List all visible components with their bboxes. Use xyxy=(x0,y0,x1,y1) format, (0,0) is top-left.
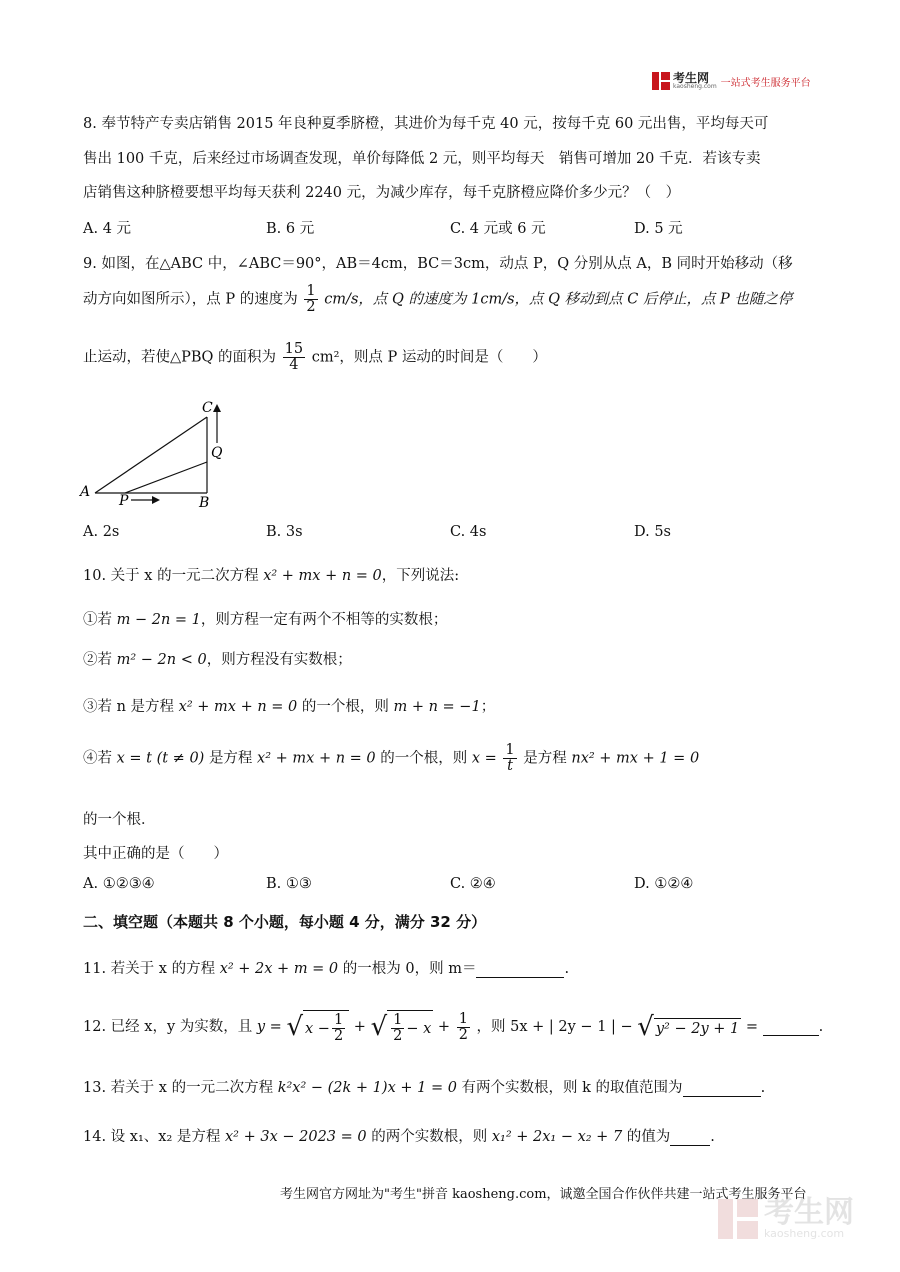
q9-option-b: B. 3s xyxy=(266,524,303,540)
watermark-domain: kaosheng.com xyxy=(764,1227,845,1240)
footer-text: 考生网官方网址为"考生"拼音 kaosheng.com，诚邀全国合作伙伴共建一站式考生服务平台 xyxy=(280,1187,807,1202)
logo-name: 考生网 xyxy=(673,71,710,85)
q11-line: 11. 若关于 x 的方程 x² + 2x + m = 0 的一根为 0，则 m＝ . xyxy=(83,961,570,977)
q10-option-a: A. ①②③④ xyxy=(83,876,155,892)
side-ac xyxy=(95,417,207,493)
q12-line: 12. 已经 x，y 为实数，且 y = √ x − $\frac{1}{2}$ + √ $\frac{1}{2}$ − x + $\frac{1}{2}$ ，则 5x + | 2y − 1 | − √ y² − 2y + 1 = . xyxy=(83,1010,824,1045)
q10-option-b: B. ①③ xyxy=(266,876,312,892)
q14-answer-blank[interactable] xyxy=(670,1129,710,1146)
q10-option-c: C. ②④ xyxy=(450,876,496,892)
q9-line2: 动方向如图所示），点 P 的速度为 $\frac{1}{2}$ cm/s，点 Q 的速度为 1cm/s，点 Q 移动到点 C 后停止，点 P 也随之停 xyxy=(83,283,793,316)
q9-line3: 止运动，若使△PBQ 的面积为 $\frac{15}{4}$ cm²，则点 P 运动的时间是（ ） xyxy=(83,341,547,374)
q9-option-d: D. 5s xyxy=(634,524,671,540)
q8-line2: 售出 100 千克，后来经过市场调查发现，单价每降低 2 元，则平均每天 销售可增加 20 千克．若该专卖 xyxy=(83,151,761,167)
triangle-figure xyxy=(78,395,238,515)
q11-answer-blank[interactable] xyxy=(476,961,564,978)
logo-slogan: 一站式考生服务平台 xyxy=(720,77,811,89)
q9-line1: 9. 如图，在△ABC 中，∠ABC＝90°，AB＝4cm，BC＝3cm，动点 P，Q 分别从点 A，B 同时开始移动（移 xyxy=(83,256,793,272)
q10-ask: 其中正确的是（ ） xyxy=(83,846,228,862)
q8-option-b: B. 6 元 xyxy=(266,221,315,237)
label-a: A xyxy=(80,484,91,500)
one-over-t-fraction: $\frac{1}{t}$ xyxy=(505,742,515,775)
sqrt-3: √ y² − 2y + 1 xyxy=(637,1012,740,1043)
q12-answer-blank[interactable] xyxy=(763,1019,819,1036)
header-logo xyxy=(652,72,811,90)
q10-option-d: D. ①②④ xyxy=(634,876,694,892)
q13-line: 13. 若关于 x 的一元二次方程 k²x² − (2k + 1)x + 1 = 0 有两个实数根，则 k 的取值范围为 . xyxy=(83,1080,766,1096)
label-q: Q xyxy=(211,445,223,461)
section2-title: 二、填空题（本题共 8 个小题，每小题 4 分，满分 32 分） xyxy=(83,913,487,931)
label-p: P xyxy=(119,493,129,509)
q8-option-a: A. 4 元 xyxy=(83,221,132,237)
speed-fraction: $\frac{1}{2}$ xyxy=(306,283,316,316)
q-arrowhead-icon xyxy=(213,404,221,412)
q13-answer-blank[interactable] xyxy=(683,1080,761,1097)
area-fraction: $\frac{15}{4}$ xyxy=(284,341,304,374)
segment-pq xyxy=(125,462,207,493)
q14-line: 14. 设 x₁、x₂ 是方程 x² + 3x − 2023 = 0 的两个实数根，则 x₁² + 2x₁ − x₂ + 7 的值为 . xyxy=(83,1129,715,1145)
logo-domain: kaosheng.com xyxy=(673,83,717,90)
q8-line1: 8. 奉节特产专卖店销售 2015 年良种夏季脐橙，其进价为每千克 40 元，按每千克 60 元出售，平均每天可 xyxy=(83,116,769,132)
q10-statement1: ①若 m − 2n = 1，则方程一定有两个不相等的实数根； xyxy=(83,612,448,628)
sqrt-2: √ $\frac{1}{2}$ − x xyxy=(370,1012,432,1045)
q10-statement4-end: 的一个根． xyxy=(83,812,156,828)
label-c: C xyxy=(202,400,213,416)
watermark-mark-icon xyxy=(718,1199,758,1239)
p-arrowhead-icon xyxy=(152,496,160,504)
q10-statement3: ③若 n 是方程 x² + mx + n = 0 的一个根，则 m + n = −1； xyxy=(83,699,496,715)
q10-statement4: ④若 x = t (t ≠ 0) 是方程 x² + mx + n = 0 的一个根，则 x = $\frac{1}{t}$ 是方程 nx² + mx + 1 = 0 xyxy=(83,742,700,775)
watermark-logo xyxy=(718,1195,854,1240)
q8-option-c: C. 4 元或 6 元 xyxy=(450,221,546,237)
q8-line3: 店销售这种脐橙要想平均每天获利 2240 元，为减少库存，每千克脐橙应降价多少元？（ ） xyxy=(83,185,681,201)
q9-option-c: C. 4s xyxy=(450,524,487,540)
q9-option-a: A. 2s xyxy=(83,524,120,540)
q10-statement2: ②若 m² − 2n < 0，则方程没有实数根； xyxy=(83,652,352,668)
label-b: B xyxy=(199,495,210,511)
watermark-name: 考生网 xyxy=(764,1195,854,1230)
q10-line1: 10. 关于 x 的一元二次方程 x² + mx + n = 0，下列说法: xyxy=(83,568,460,584)
sqrt-1: √ x − $\frac{1}{2}$ xyxy=(286,1010,349,1044)
q8-option-d: D. 5 元 xyxy=(634,221,683,237)
logo-mark-icon xyxy=(652,72,670,90)
